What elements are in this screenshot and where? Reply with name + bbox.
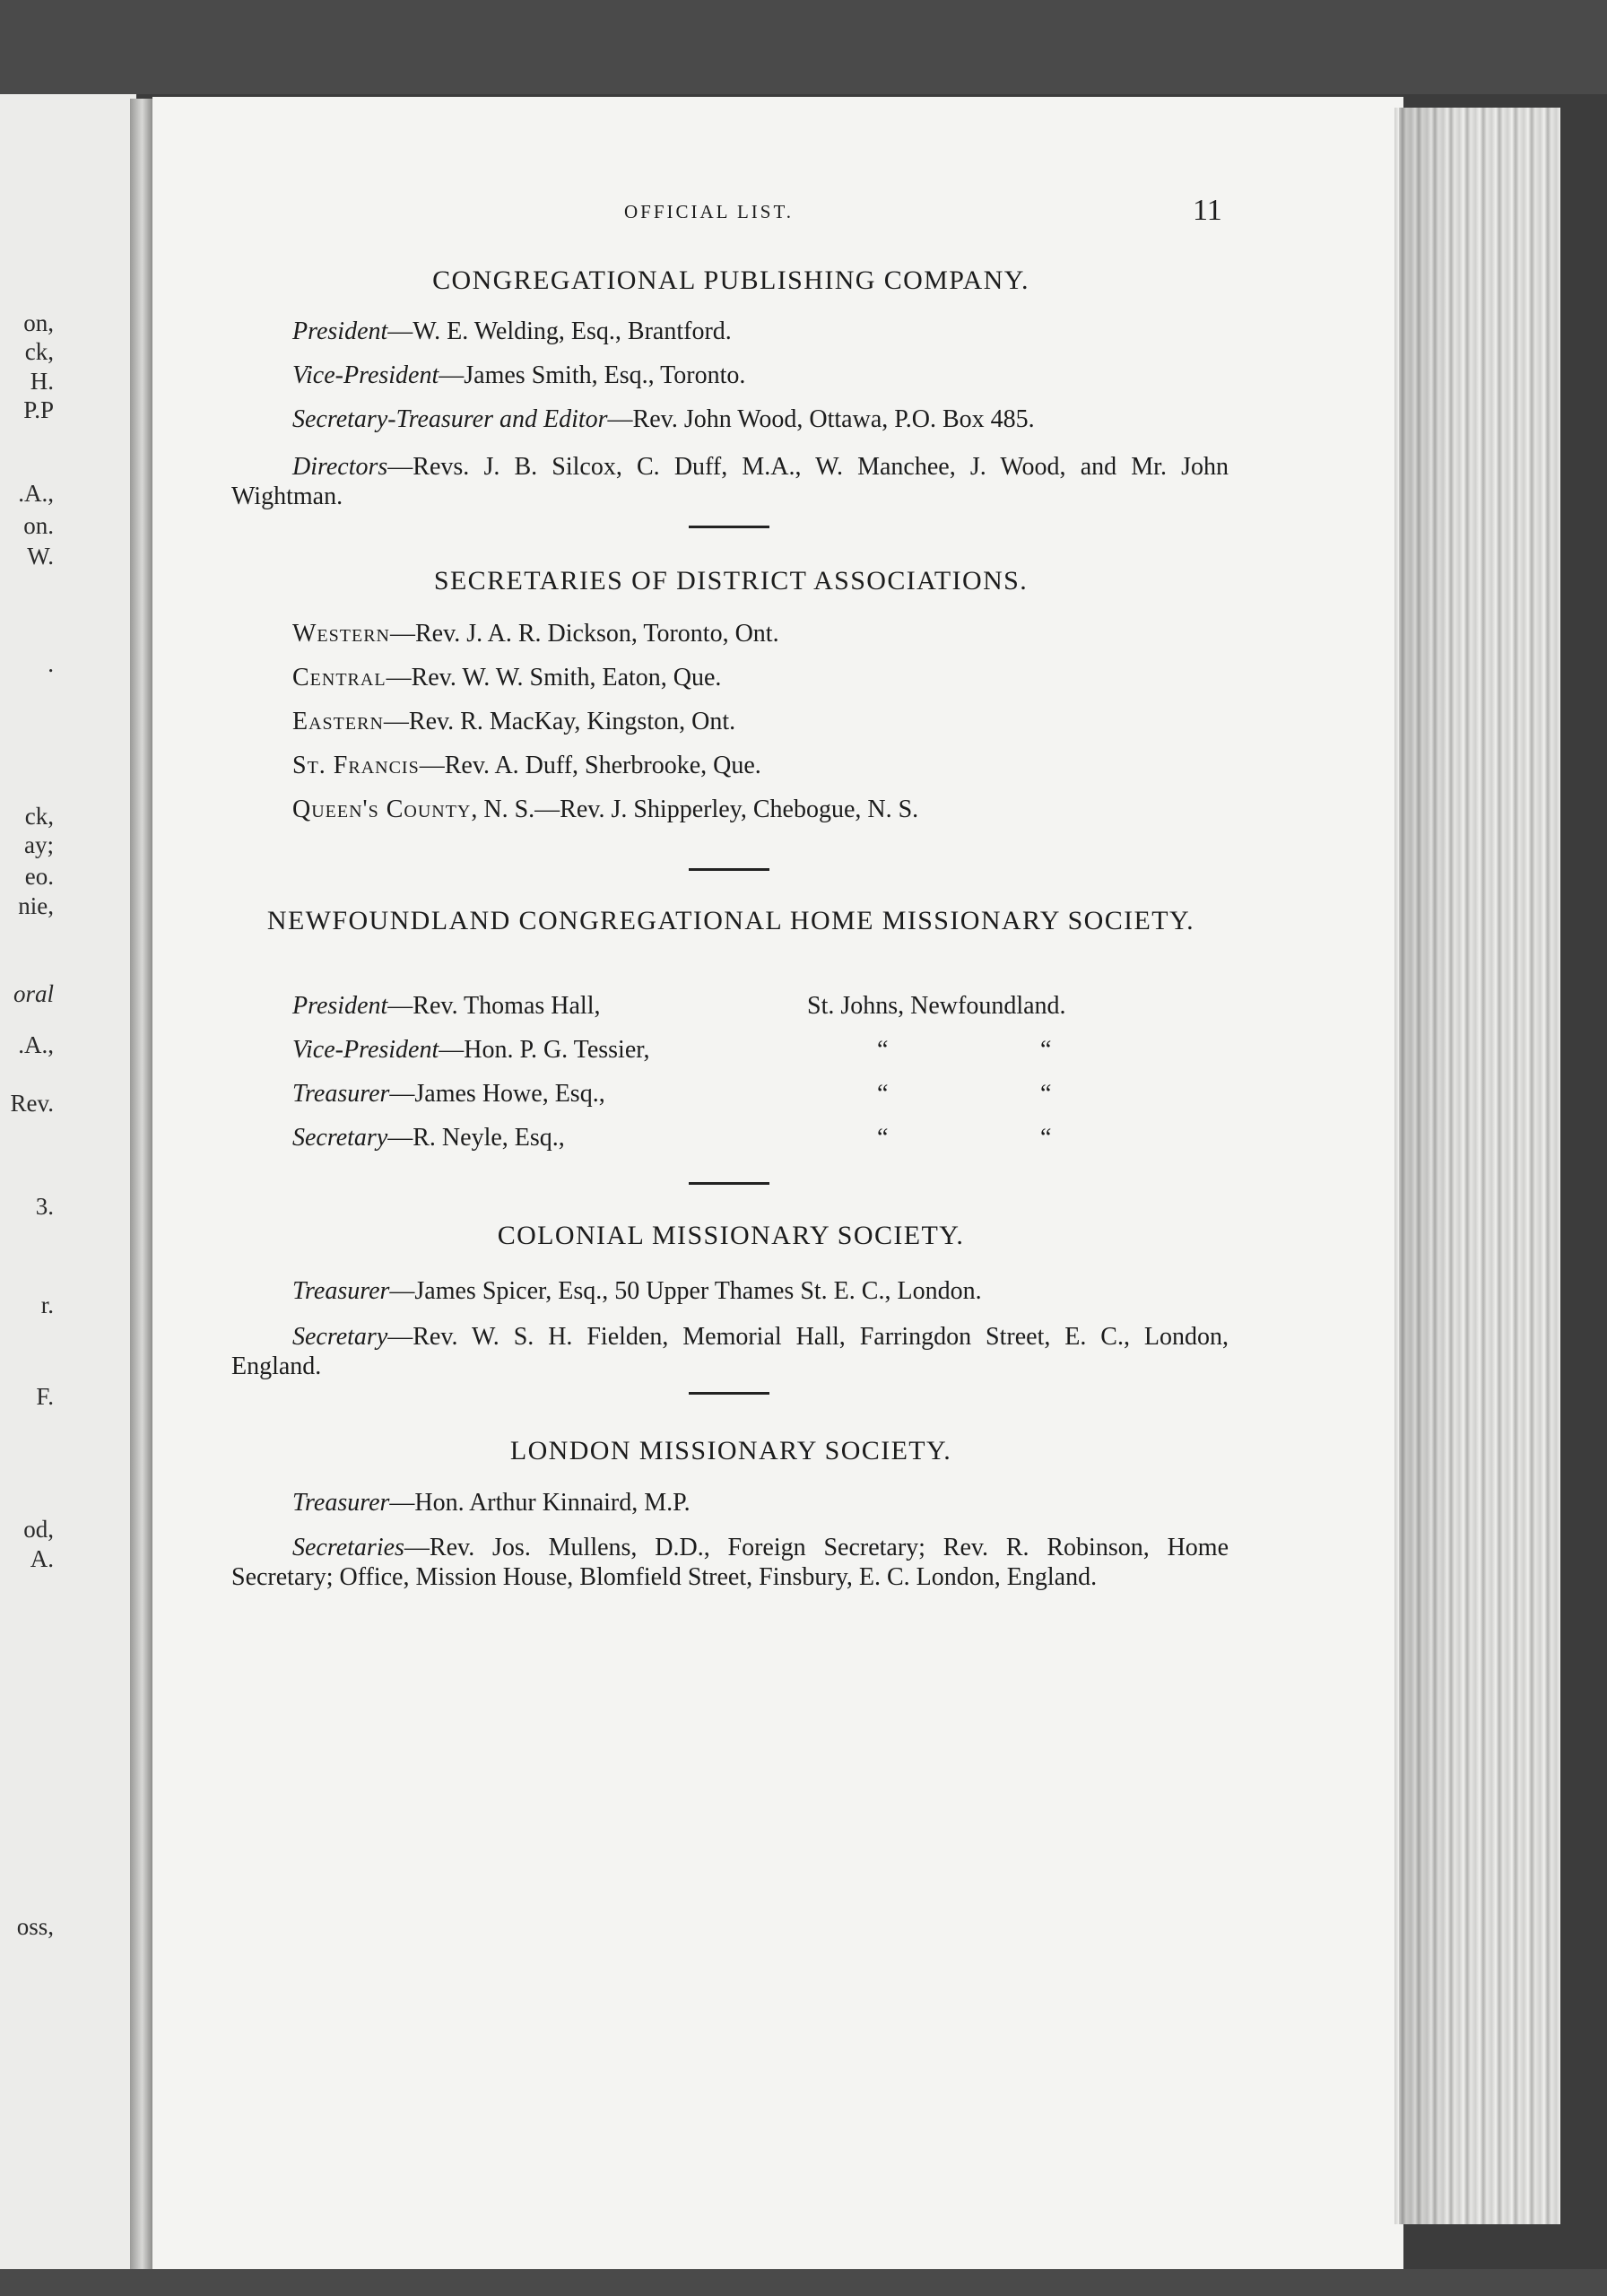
district-queens-county [292, 796, 918, 824]
entry-text: —W. E. Welding, Esq., Brantford. [387, 317, 732, 345]
left-facing-page [0, 94, 136, 2283]
entry-secretary-treasurer [292, 405, 1035, 434]
left-page-fragment: .A., [18, 480, 54, 507]
nf-role-secretary [292, 1124, 565, 1152]
left-page-fragment: 3. [35, 1193, 54, 1220]
left-page-fragment: eo. [24, 863, 54, 890]
district-name: Central [292, 664, 387, 691]
role-label: Secretary-Treasurer and Editor [292, 405, 608, 433]
district-eastern [292, 708, 735, 736]
district-st-francis [292, 752, 761, 780]
left-page-fragment: oss, [16, 1913, 54, 1940]
left-page-fragment: . [48, 650, 54, 677]
left-page-fragment: oral [13, 980, 54, 1007]
page-edge-shadow [1399, 108, 1453, 2224]
left-page-fragment: nie, [18, 892, 54, 919]
left-page-fragment: ck, [24, 803, 54, 830]
left-page-fragment: .A., [18, 1031, 54, 1058]
london-secretaries [231, 1533, 1229, 1592]
entry-text: —Rev. W. S. H. Fielden, Memorial Hall, Farringdon Street, E. C., London, England. [231, 1323, 1229, 1380]
london-treasurer [292, 1489, 691, 1518]
entry-text: —Rev. W. W. Smith, Eaton, Que. [386, 664, 722, 691]
district-name: Eastern [292, 708, 384, 735]
entry-directors [231, 452, 1229, 511]
section-heading-colonial: COLONIAL MISSIONARY SOCIETY. [497, 1221, 965, 1250]
ditto-mark: “ [1040, 1124, 1052, 1152]
left-page-fragment: on, [23, 309, 54, 336]
role-label: Treasurer [292, 1080, 390, 1108]
section-heading-districts: SECRETARIES OF DISTRICT ASSOCIATIONS. [433, 566, 1029, 596]
entry-president [292, 317, 732, 346]
scan-top-background [0, 0, 1607, 94]
entry-text: —Revs. J. B. Silcox, C. Duff, M.A., W. Manchee, J. Wood, and Mr. John Wightman. [231, 453, 1229, 510]
ditto-mark: “ [877, 1124, 889, 1152]
left-page-fragment: H. [30, 368, 54, 395]
nf-role-treasurer [292, 1080, 605, 1109]
ditto-mark: “ [1040, 1080, 1052, 1108]
ditto-mark: “ [1040, 1036, 1052, 1064]
colonial-secretary [231, 1322, 1229, 1381]
left-page-fragment: A. [30, 1545, 54, 1572]
section-divider [689, 1182, 769, 1185]
district-western [292, 620, 779, 648]
entry-text: , N. S.—Rev. J. Shipperley, Chebogue, N. S. [471, 796, 919, 823]
entry-text: —R. Neyle, Esq., [387, 1124, 565, 1152]
section-heading-publishing: CONGREGATIONAL PUBLISHING COMPANY. [432, 265, 1029, 295]
role-label: Treasurer [292, 1277, 390, 1305]
scan-bottom-background [0, 2269, 1607, 2296]
district-name: Queen's County [292, 796, 472, 823]
ditto-mark: “ [877, 1080, 889, 1108]
left-page-fragment: ck, [24, 338, 54, 365]
colonial-treasurer [292, 1277, 982, 1306]
nf-role-president [292, 992, 600, 1021]
entry-text: —Rev. R. MacKay, Kingston, Ont. [383, 708, 736, 735]
section-heading-london: LONDON MISSIONARY SOCIETY. [509, 1436, 952, 1465]
entry-text: —Rev. A. Duff, Sherbrooke, Que. [419, 752, 761, 779]
entry-text: —James Howe, Esq., [389, 1080, 605, 1108]
role-label: Secretaries [292, 1534, 404, 1561]
entry-vice-president [292, 361, 745, 390]
left-page-fragment: Rev. [10, 1090, 54, 1117]
role-label: Vice-President [292, 361, 439, 389]
left-page-fragment: ay; [24, 831, 54, 858]
entry-text: —James Smith, Esq., Toronto. [439, 361, 746, 389]
entry-text: —Rev. Jos. Mullens, D.D., Foreign Secretary; Rev. R. Robinson, Home Secretary; Office, Mission House, Blomfield Street, Finsbury, E. C. London, England. [231, 1534, 1229, 1591]
role-label: Treasurer [292, 1489, 390, 1517]
nf-role-vice-president [292, 1036, 649, 1065]
left-page-fragment: P.P [23, 396, 54, 423]
role-label: Secretary [292, 1323, 388, 1351]
left-page-fragment: W. [27, 543, 54, 570]
entry-text: —Rev. John Wood, Ottawa, P.O. Box 485. [607, 405, 1035, 433]
district-name: Western [292, 620, 390, 648]
role-label: President [292, 992, 388, 1020]
entry-text: —Rev. J. A. R. Dickson, Toronto, Ont. [389, 620, 779, 648]
district-central [292, 664, 721, 692]
section-divider [689, 868, 769, 871]
entry-text: —Hon. P. G. Tessier, [439, 1036, 650, 1064]
left-page-fragment: od, [23, 1516, 54, 1543]
entry-text: —James Spicer, Esq., 50 Upper Thames St. E. C., London. [389, 1277, 982, 1305]
role-label: Secretary [292, 1124, 388, 1152]
role-label: President [292, 317, 388, 345]
role-label: Directors [292, 453, 388, 481]
left-page-fragment: F. [36, 1383, 54, 1410]
running-head: OFFICIAL LIST. [624, 201, 794, 222]
section-divider [689, 526, 769, 528]
left-page-fragment: on. [23, 512, 54, 539]
entry-text: —Rev. Thomas Hall, [387, 992, 601, 1020]
left-page-fragment: r. [40, 1292, 54, 1318]
page-number: 11 [1193, 194, 1222, 227]
role-label: Vice-President [292, 1036, 439, 1064]
section-divider [689, 1392, 769, 1395]
section-heading-newfoundland: NEWFOUNDLAND CONGREGATIONAL HOME MISSIONARY SOCIETY. [266, 906, 1195, 935]
ditto-mark: “ [877, 1036, 889, 1064]
entry-text: —Hon. Arthur Kinnaird, M.P. [389, 1489, 691, 1517]
nf-place: St. Johns, Newfoundland. [807, 992, 1066, 1020]
district-name: St. Francis [292, 752, 420, 779]
